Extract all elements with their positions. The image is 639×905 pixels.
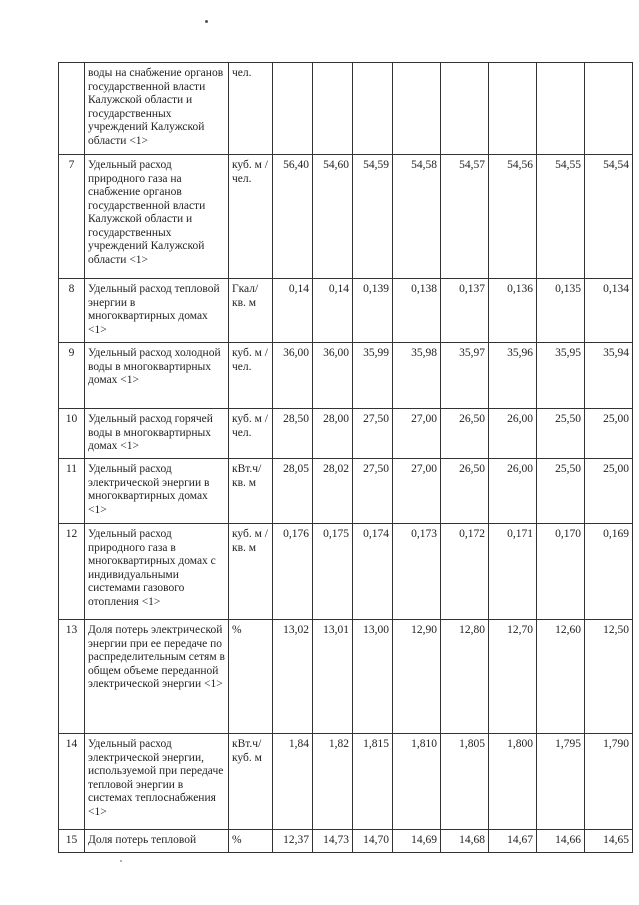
year-value: 14,69	[393, 830, 441, 853]
year-value: 27,00	[393, 409, 441, 459]
year-value: 28,02	[313, 459, 353, 524]
indicator-name: Удельный расход горячей воды в многоквартирных домах <1>	[85, 409, 229, 459]
year-value: 0,174	[353, 524, 393, 620]
year-value: 35,95	[537, 343, 585, 409]
year-value: 13,01	[313, 620, 353, 734]
year-value: 14,68	[441, 830, 489, 853]
table-row	[59, 734, 633, 830]
row-number: 8	[59, 279, 85, 343]
indicator-name: Удельный расход природного газа на снабжение органов государственной власти Калужской области и государственных учреждений Калужской области <1>	[85, 155, 229, 279]
year-value: 27,50	[353, 409, 393, 459]
table-row	[59, 459, 633, 524]
year-value: 35,98	[393, 343, 441, 409]
unit-of-measure: куб. м / чел.	[229, 409, 273, 459]
scan-speck	[205, 20, 208, 23]
indicator-name: Доля потерь тепловой	[85, 830, 229, 853]
year-value: 54,57	[441, 155, 489, 279]
year-value: 1,805	[441, 734, 489, 830]
year-value: 25,50	[537, 409, 585, 459]
year-value: 0,170	[537, 524, 585, 620]
year-value: 12,60	[537, 620, 585, 734]
year-value: 12,90	[393, 620, 441, 734]
year-value: 0,171	[489, 524, 537, 620]
unit-of-measure: кВт.ч/ куб. м	[229, 734, 273, 830]
table-row	[59, 409, 633, 459]
row-number: 7	[59, 155, 85, 279]
year-value: 1,790	[585, 734, 633, 830]
table-row	[59, 620, 633, 734]
year-value	[441, 63, 489, 155]
year-value: 27,00	[393, 459, 441, 524]
year-value: 28,05	[273, 459, 313, 524]
indicator-name: воды на снабжение органов государственной власти Калужской области и государственных учреждений Калужской области <1>	[85, 63, 229, 155]
unit-of-measure: чел.	[229, 63, 273, 155]
year-value	[489, 63, 537, 155]
row-number: 9	[59, 343, 85, 409]
year-value: 1,800	[489, 734, 537, 830]
table-row	[59, 63, 633, 155]
year-value: 36,00	[313, 343, 353, 409]
year-value: 54,54	[585, 155, 633, 279]
indicator-name: Удельный расход холодной воды в многоквартирных домах <1>	[85, 343, 229, 409]
row-number: 12	[59, 524, 85, 620]
year-value: 0,14	[313, 279, 353, 343]
year-value: 12,70	[489, 620, 537, 734]
indicator-name: Удельный расход природного газа в многоквартирных домах с индивидуальными системами газового отопления <1>	[85, 524, 229, 620]
year-value: 12,80	[441, 620, 489, 734]
year-value: 35,97	[441, 343, 489, 409]
table-row	[59, 155, 633, 279]
year-value	[313, 63, 353, 155]
year-value: 13,02	[273, 620, 313, 734]
year-value: 35,96	[489, 343, 537, 409]
unit-of-measure: куб. м / чел.	[229, 155, 273, 279]
row-number: 15	[59, 830, 85, 853]
year-value: 1,810	[393, 734, 441, 830]
year-value: 12,37	[273, 830, 313, 853]
year-value: 12,50	[585, 620, 633, 734]
year-value: 0,175	[313, 524, 353, 620]
table-row	[59, 524, 633, 620]
year-value: 54,60	[313, 155, 353, 279]
year-value: 54,59	[353, 155, 393, 279]
year-value: 25,00	[585, 459, 633, 524]
indicator-name: Удельный расход электрической энергии в многоквартирных домах <1>	[85, 459, 229, 524]
table-row	[59, 343, 633, 409]
scan-speck	[120, 860, 122, 862]
year-value	[585, 63, 633, 155]
year-value: 56,40	[273, 155, 313, 279]
year-value: 14,67	[489, 830, 537, 853]
year-value: 0,136	[489, 279, 537, 343]
year-value	[537, 63, 585, 155]
unit-of-measure: куб. м / чел.	[229, 343, 273, 409]
row-number	[59, 63, 85, 155]
row-number: 13	[59, 620, 85, 734]
year-value: 0,138	[393, 279, 441, 343]
year-value: 0,135	[537, 279, 585, 343]
year-value: 54,58	[393, 155, 441, 279]
row-number: 10	[59, 409, 85, 459]
year-value: 25,00	[585, 409, 633, 459]
table-row	[59, 279, 633, 343]
year-value: 0,137	[441, 279, 489, 343]
year-value: 0,173	[393, 524, 441, 620]
year-value: 14,73	[313, 830, 353, 853]
year-value: 26,00	[489, 459, 537, 524]
year-value: 35,99	[353, 343, 393, 409]
row-number: 11	[59, 459, 85, 524]
unit-of-measure: кВт.ч/ кв. м	[229, 459, 273, 524]
year-value: 35,94	[585, 343, 633, 409]
year-value: 1,795	[537, 734, 585, 830]
indicators-table	[58, 62, 633, 853]
year-value: 28,00	[313, 409, 353, 459]
unit-of-measure: %	[229, 620, 273, 734]
year-value: 14,66	[537, 830, 585, 853]
year-value: 0,172	[441, 524, 489, 620]
year-value: 26,50	[441, 459, 489, 524]
row-number: 14	[59, 734, 85, 830]
year-value: 0,176	[273, 524, 313, 620]
year-value: 54,56	[489, 155, 537, 279]
year-value: 28,50	[273, 409, 313, 459]
year-value: 25,50	[537, 459, 585, 524]
unit-of-measure: куб. м / кв. м	[229, 524, 273, 620]
year-value	[273, 63, 313, 155]
year-value: 0,169	[585, 524, 633, 620]
year-value: 27,50	[353, 459, 393, 524]
table-row	[59, 830, 633, 853]
year-value	[393, 63, 441, 155]
indicator-name: Доля потерь электрической энергии при ее передаче по распределительным сетям в общем объеме переданной электрической энергии <1>	[85, 620, 229, 734]
unit-of-measure: %	[229, 830, 273, 853]
year-value: 14,65	[585, 830, 633, 853]
year-value: 1,82	[313, 734, 353, 830]
indicator-name: Удельный расход электрической энергии, используемой при передаче тепловой энергии в системах теплоснабжения <1>	[85, 734, 229, 830]
year-value: 54,55	[537, 155, 585, 279]
year-value: 26,00	[489, 409, 537, 459]
year-value: 1,84	[273, 734, 313, 830]
unit-of-measure: Гкал/ кв. м	[229, 279, 273, 343]
year-value: 1,815	[353, 734, 393, 830]
year-value: 13,00	[353, 620, 393, 734]
indicator-name: Удельный расход тепловой энергии в многоквартирных домах <1>	[85, 279, 229, 343]
year-value: 14,70	[353, 830, 393, 853]
year-value: 0,14	[273, 279, 313, 343]
year-value: 26,50	[441, 409, 489, 459]
year-value: 0,139	[353, 279, 393, 343]
year-value	[353, 63, 393, 155]
year-value: 0,134	[585, 279, 633, 343]
year-value: 36,00	[273, 343, 313, 409]
